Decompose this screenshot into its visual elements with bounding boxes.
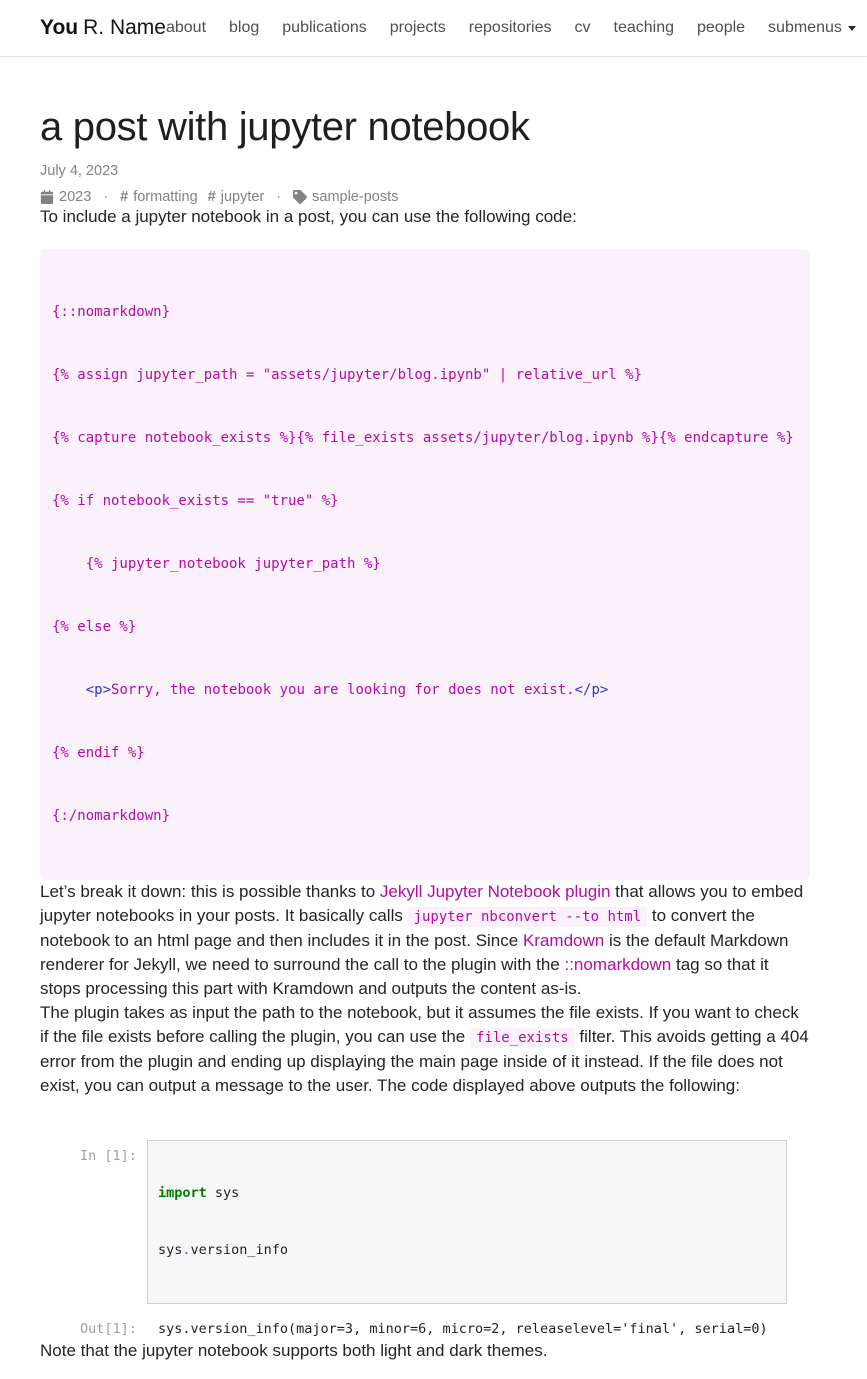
nav-link-people[interactable]: people: [697, 19, 746, 36]
jupyter-notebook-embed: [40, 1140, 810, 1339]
code-line: sys.version_info: [158, 1242, 289, 1258]
output-prompt: Out[1]:: [80, 1321, 137, 1337]
category-label: formatting: [133, 189, 198, 205]
plugin-paragraph: Let’s break it down: this is possible thanks to Jekyll Jupyter Notebook plugin that allows you to embed jupyter notebooks in your posts. It basically calls jupyter nbconvert --to html to convert the notebook to an html page and then includes it in the post. Since Kramdown is the default Markdown renderer for Jekyll, we need to surround the call to the plugin with the ::nomarkdown tag so that it stops processing this part with Kramdown and outputs the content as-is.: [40, 882, 804, 998]
code-line: {% jupyter_notebook jupyter_path %}: [52, 556, 381, 572]
code-line: {% endif %}: [52, 745, 145, 761]
brand-first-name: You: [40, 16, 79, 39]
code-line: <p>Sorry, the notebook you are looking for does not exist.</p>: [85, 682, 609, 698]
nav-link-teaching[interactable]: teaching: [613, 19, 674, 36]
category-label: jupyter: [220, 189, 265, 205]
file-exists-paragraph: The plugin takes as input the path to the notebook, but it assumes the file exists. If you want to check if the file exists before calling the plugin, you can use the file_exists filter. This avoids getting a 404 error from the plugin and ending up displaying the main page inside of it instead. If the file does not exist, you can output a message to the user. The code displayed above outputs the following:: [40, 1003, 809, 1095]
code-line: import sys: [158, 1185, 240, 1201]
category-jupyter[interactable]: [208, 189, 265, 205]
tag-label: sample-posts: [312, 189, 399, 205]
input-code-area: [147, 1140, 787, 1304]
html-close-tag: </p>: [574, 682, 609, 698]
nav-link-projects[interactable]: projects: [389, 19, 446, 36]
navbar: [0, 0, 867, 57]
code-line: {:/nomarkdown}: [52, 808, 171, 824]
post-year-group[interactable]: [40, 189, 91, 205]
input-prompt: In [1]:: [80, 1148, 137, 1164]
category-formatting[interactable]: [120, 189, 198, 205]
nav-link-repositories[interactable]: repositories: [468, 19, 552, 36]
code-line: {% if notebook_exists == "true" %}: [52, 493, 339, 509]
tag-sample-posts[interactable]: [293, 189, 398, 205]
brand-last-name: R. Name: [83, 16, 166, 39]
code-line: {% capture notebook_exists %}{% file_exists assets/jupyter/blog.ipynb %}{% endcapture %}: [52, 430, 794, 446]
liquid-code-block: [40, 249, 810, 880]
chevron-down-icon: [848, 26, 856, 31]
link-jekyll-jupyter-notebook-plugin[interactable]: Jekyll Jupyter Notebook plugin: [379, 882, 611, 901]
calendar-icon: [40, 190, 54, 204]
nav-menu: [166, 18, 867, 39]
post-date: July 4, 2023: [40, 163, 119, 179]
code-line: {% else %}: [52, 619, 137, 635]
post-container: [40, 105, 810, 1379]
post-year: 2023: [59, 189, 92, 205]
keyword-import: import: [158, 1185, 207, 1201]
inline-code-nbconvert: jupyter nbconvert --to html: [408, 907, 648, 927]
note-paragraph: Note that the jupyter notebook supports both light and dark themes.: [40, 1341, 548, 1360]
nav-link-publications[interactable]: publications: [282, 19, 367, 36]
nav-link-blog[interactable]: blog: [229, 19, 260, 36]
nav-dropdown-submenus[interactable]: [768, 19, 856, 37]
page-title: a post with jupyter notebook: [40, 105, 530, 149]
hash-icon: #: [120, 189, 129, 205]
code-line: {::nomarkdown}: [52, 304, 171, 320]
intro-paragraph: To include a jupyter notebook in a post, you can use the following code:: [40, 207, 577, 226]
nav-dropdown-label: submenus: [768, 19, 842, 36]
code-line: {% assign jupyter_path = "assets/jupyter/blog.ipynb" | relative_url %}: [52, 367, 643, 383]
html-open-tag: <p>: [85, 682, 112, 698]
hash-icon: #: [207, 189, 216, 205]
notebook-input-cell: [80, 1140, 787, 1304]
inline-code-file-exists: file_exists: [470, 1028, 575, 1048]
tag-icon: [293, 190, 307, 204]
link-kramdown[interactable]: Kramdown: [522, 931, 605, 950]
link-nomarkdown[interactable]: ::nomarkdown: [564, 955, 672, 974]
nav-link-cv[interactable]: cv: [574, 19, 591, 36]
nav-link-about[interactable]: about: [165, 19, 207, 36]
site-brand[interactable]: [40, 16, 166, 40]
meta-separator: ·: [103, 189, 109, 205]
post-meta: [40, 189, 810, 205]
notebook-output-cell: [80, 1318, 787, 1339]
output-text: sys.version_info(major=3, minor=6, micro=2, releaselevel='final', serial=0): [158, 1321, 768, 1337]
meta-separator: ·: [276, 189, 282, 205]
dot-operator: .: [182, 1242, 191, 1258]
